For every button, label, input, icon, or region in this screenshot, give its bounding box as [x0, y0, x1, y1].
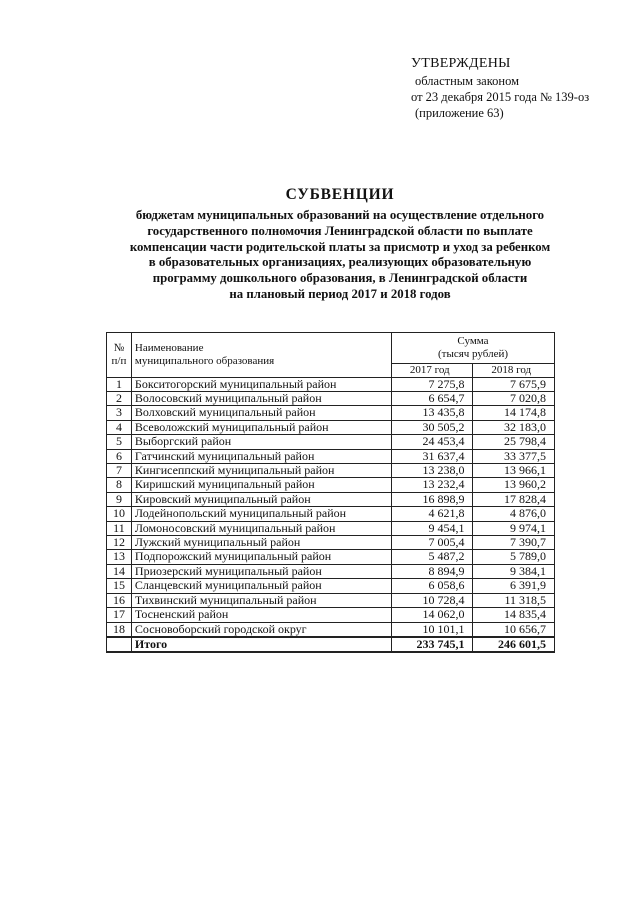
row-number: 13 — [107, 550, 132, 564]
row-value-2018: 7 675,9 — [473, 377, 555, 391]
row-value-2018: 33 377,5 — [473, 449, 555, 463]
approval-stamp — [411, 56, 589, 121]
row-number: 14 — [107, 564, 132, 578]
table-row — [107, 564, 555, 578]
row-value-2018: 25 798,4 — [473, 435, 555, 449]
header-number — [107, 333, 132, 378]
row-value-2018: 17 828,4 — [473, 492, 555, 506]
table-row — [107, 507, 555, 521]
row-name: Приозерский муниципальный район — [131, 564, 391, 578]
row-value-2018: 9 974,1 — [473, 521, 555, 535]
row-value-2017: 6 654,7 — [392, 392, 473, 406]
table-row — [107, 464, 555, 478]
row-value-2018: 14 174,8 — [473, 406, 555, 420]
header-sum-line1: Сумма — [457, 335, 489, 348]
header-year-2017: 2017 год — [392, 364, 473, 378]
row-name: Тосненский район — [131, 608, 391, 622]
table-row — [107, 579, 555, 593]
row-name: Лодейнопольский муниципальный район — [131, 507, 391, 521]
row-name: Сланцевский муниципальный район — [131, 579, 391, 593]
row-value-2017: 9 454,1 — [392, 521, 473, 535]
table-row — [107, 536, 555, 550]
table-header-row — [107, 333, 555, 364]
row-name: Бокситогорский муниципальный район — [131, 377, 391, 391]
row-value-2017: 6 058,6 — [392, 579, 473, 593]
row-value-2018: 32 183,0 — [473, 420, 555, 434]
approval-line-date: от 23 декабря 2015 года № 139-оз — [411, 90, 590, 104]
row-number: 10 — [107, 507, 132, 521]
total-label: Итого — [131, 637, 391, 652]
table-row — [107, 406, 555, 420]
row-number: 8 — [107, 478, 132, 492]
row-value-2017: 24 453,4 — [392, 435, 473, 449]
row-number: 4 — [107, 420, 132, 434]
row-value-2017: 31 637,4 — [392, 449, 473, 463]
table-row — [107, 377, 555, 391]
table-row — [107, 392, 555, 406]
row-number: 2 — [107, 392, 132, 406]
title-line: в образовательных организациях, реализующих образовательную — [148, 255, 532, 270]
row-value-2017: 13 238,0 — [392, 464, 473, 478]
row-value-2017: 13 435,8 — [392, 406, 473, 420]
row-name: Ломоносовский муниципальный район — [131, 521, 391, 535]
total-2018: 246 601,5 — [473, 637, 555, 652]
header-number-line2: п/п — [111, 354, 127, 367]
row-value-2018: 4 876,0 — [473, 507, 555, 521]
title-line: программу дошкольного образования, в Ленинградской области — [152, 271, 528, 286]
table-row — [107, 550, 555, 564]
row-name: Лужский муниципальный район — [131, 536, 391, 550]
row-name: Волховский муниципальный район — [131, 406, 391, 420]
title-line: бюджетам муниципальных образований на осуществление отдельного — [135, 208, 545, 222]
row-name: Подпорожский муниципальный район — [131, 550, 391, 564]
row-number: 15 — [107, 579, 132, 593]
row-value-2018: 7 390,7 — [473, 536, 555, 550]
document-title — [100, 186, 580, 303]
table-row — [107, 435, 555, 449]
row-value-2018: 14 835,4 — [473, 608, 555, 622]
row-value-2017: 13 232,4 — [392, 478, 473, 492]
total-number-cell — [107, 637, 132, 652]
row-name: Всеволожский муниципальный район — [131, 420, 391, 434]
row-value-2018: 13 960,2 — [473, 478, 555, 492]
row-value-2017: 4 621,8 — [392, 507, 473, 521]
approval-heading: УТВЕРЖДЕНЫ — [411, 56, 511, 71]
title-main: СУБВЕНЦИИ — [285, 186, 395, 203]
row-number: 9 — [107, 492, 132, 506]
header-name-line1: Наименование — [134, 342, 204, 355]
table-total-row — [107, 637, 555, 652]
table-row — [107, 492, 555, 506]
row-value-2018: 10 656,7 — [473, 622, 555, 637]
row-number: 6 — [107, 449, 132, 463]
row-name: Волосовский муниципальный район — [131, 392, 391, 406]
row-value-2017: 10 728,4 — [392, 593, 473, 607]
table-row — [107, 521, 555, 535]
table-row — [107, 593, 555, 607]
row-value-2017: 7 275,8 — [392, 377, 473, 391]
row-name: Тихвинский муниципальный район — [131, 593, 391, 607]
table-row — [107, 449, 555, 463]
title-line: компенсации части родительской платы за присмотр и уход за ребенком — [129, 239, 551, 254]
row-number: 17 — [107, 608, 132, 622]
row-name: Кировский муниципальный район — [131, 492, 391, 506]
table-row — [107, 608, 555, 622]
header-sum — [392, 333, 555, 364]
row-value-2018: 5 789,0 — [473, 550, 555, 564]
row-value-2017: 10 101,1 — [392, 622, 473, 637]
row-number: 18 — [107, 622, 132, 637]
header-number-line1: № — [113, 342, 125, 355]
row-name: Сосновоборский городской округ — [131, 622, 391, 637]
row-value-2017: 5 487,2 — [392, 550, 473, 564]
row-value-2018: 9 384,1 — [473, 564, 555, 578]
approval-line-law: областным законом — [415, 74, 520, 88]
row-number: 16 — [107, 593, 132, 607]
row-number: 7 — [107, 464, 132, 478]
row-name: Гатчинский муниципальный район — [131, 449, 391, 463]
row-value-2017: 14 062,0 — [392, 608, 473, 622]
subventions-table — [106, 332, 555, 653]
header-year-2018: 2018 год — [473, 364, 555, 378]
row-value-2017: 8 894,9 — [392, 564, 473, 578]
row-number: 11 — [107, 521, 132, 535]
title-line: на плановый период 2017 и 2018 годов — [229, 286, 451, 301]
row-value-2018: 6 391,9 — [473, 579, 555, 593]
header-name — [131, 333, 391, 378]
title-subtitle — [100, 208, 580, 303]
header-sum-line2: (тысяч рублей) — [437, 348, 509, 360]
row-value-2017: 30 505,2 — [392, 420, 473, 434]
table-row — [107, 420, 555, 434]
total-2017: 233 745,1 — [392, 637, 473, 652]
title-line: государственного полномочия Ленинградской области по выплате — [147, 223, 533, 238]
row-value-2017: 7 005,4 — [392, 536, 473, 550]
row-value-2018: 11 318,5 — [473, 593, 555, 607]
row-name: Киришский муниципальный район — [131, 478, 391, 492]
row-number: 1 — [107, 377, 132, 391]
approval-line-appendix: (приложение 63) — [415, 106, 504, 120]
row-number: 3 — [107, 406, 132, 420]
row-number: 5 — [107, 435, 132, 449]
row-name: Кингисеппский муниципальный район — [131, 464, 391, 478]
row-value-2018: 7 020,8 — [473, 392, 555, 406]
table-row — [107, 622, 555, 637]
header-name-line2: муниципального образования — [134, 354, 275, 367]
table-row — [107, 478, 555, 492]
row-value-2018: 13 966,1 — [473, 464, 555, 478]
row-number: 12 — [107, 536, 132, 550]
row-value-2017: 16 898,9 — [392, 492, 473, 506]
row-name: Выборгский район — [131, 435, 391, 449]
